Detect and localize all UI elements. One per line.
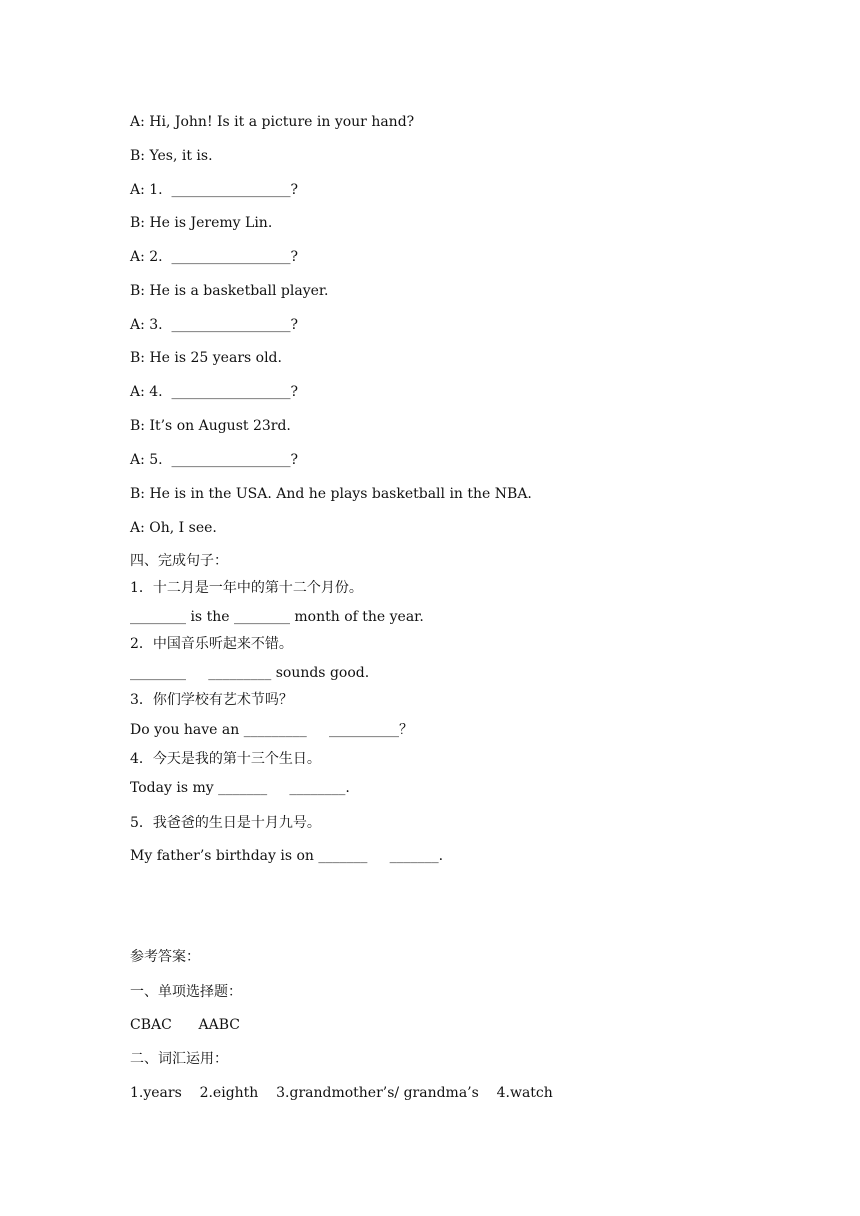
answers-part1-values: CBAC AABC (130, 1017, 241, 1033)
dialogue-line: A: 2. _________________? (130, 249, 299, 265)
dialogue-line: A: 4. _________________? (130, 384, 299, 400)
answers-part2-heading: 二、词汇运用： (130, 1051, 228, 1067)
dialogue-line: B: It’s on August 23rd. (130, 418, 291, 434)
sentence-chinese: 3．你们学校有艺术节吗？ (130, 692, 293, 708)
answers-heading: 参考答案： (130, 949, 200, 965)
dialogue-line: A: 3. _________________? (130, 317, 299, 333)
dialogue-line: A: Oh, I see. (130, 520, 217, 536)
sentence-chinese: 2．中国音乐听起来不错。 (130, 636, 293, 652)
sentence-chinese: 1．十二月是一年中的第十二个月份。 (130, 580, 363, 596)
dialogue-line: B: He is a basketball player. (130, 283, 329, 299)
section-heading: 四、完成句子： (130, 553, 228, 569)
sentence-english: ________ _________ sounds good. (130, 665, 370, 681)
dialogue-line: B: He is Jeremy Lin. (130, 215, 273, 231)
dialogue-line: B: He is in the USA. And he plays basketball in the NBA. (130, 486, 532, 502)
sentence-english: My father’s birthday is on _______ _______. (130, 848, 444, 864)
dialogue-line: A: 5. _________________? (130, 452, 299, 468)
dialogue-line: B: Yes, it is. (130, 148, 213, 164)
dialogue-line: A: Hi, John! Is it a picture in your hand? (130, 114, 415, 130)
dialogue-line: A: 1. _________________? (130, 182, 299, 198)
sentence-chinese: 5．我爸爸的生日是十月九号。 (130, 815, 321, 831)
sentence-english: Do you have an _________ __________？ (130, 722, 413, 738)
sentence-chinese: 4．今天是我的第十三个生日。 (130, 751, 321, 767)
dialogue-line: B: He is 25 years old. (130, 350, 282, 366)
sentence-english: ________ is the ________ month of the year. (130, 609, 424, 625)
answers-part2-values: 1.years 2.eighth 3.grandmother’s/ grandma’s 4.watch (130, 1085, 553, 1101)
sentence-english: Today is my _______ ________. (130, 780, 350, 796)
answers-part1-heading: 一、单项选择题： (130, 984, 242, 1000)
